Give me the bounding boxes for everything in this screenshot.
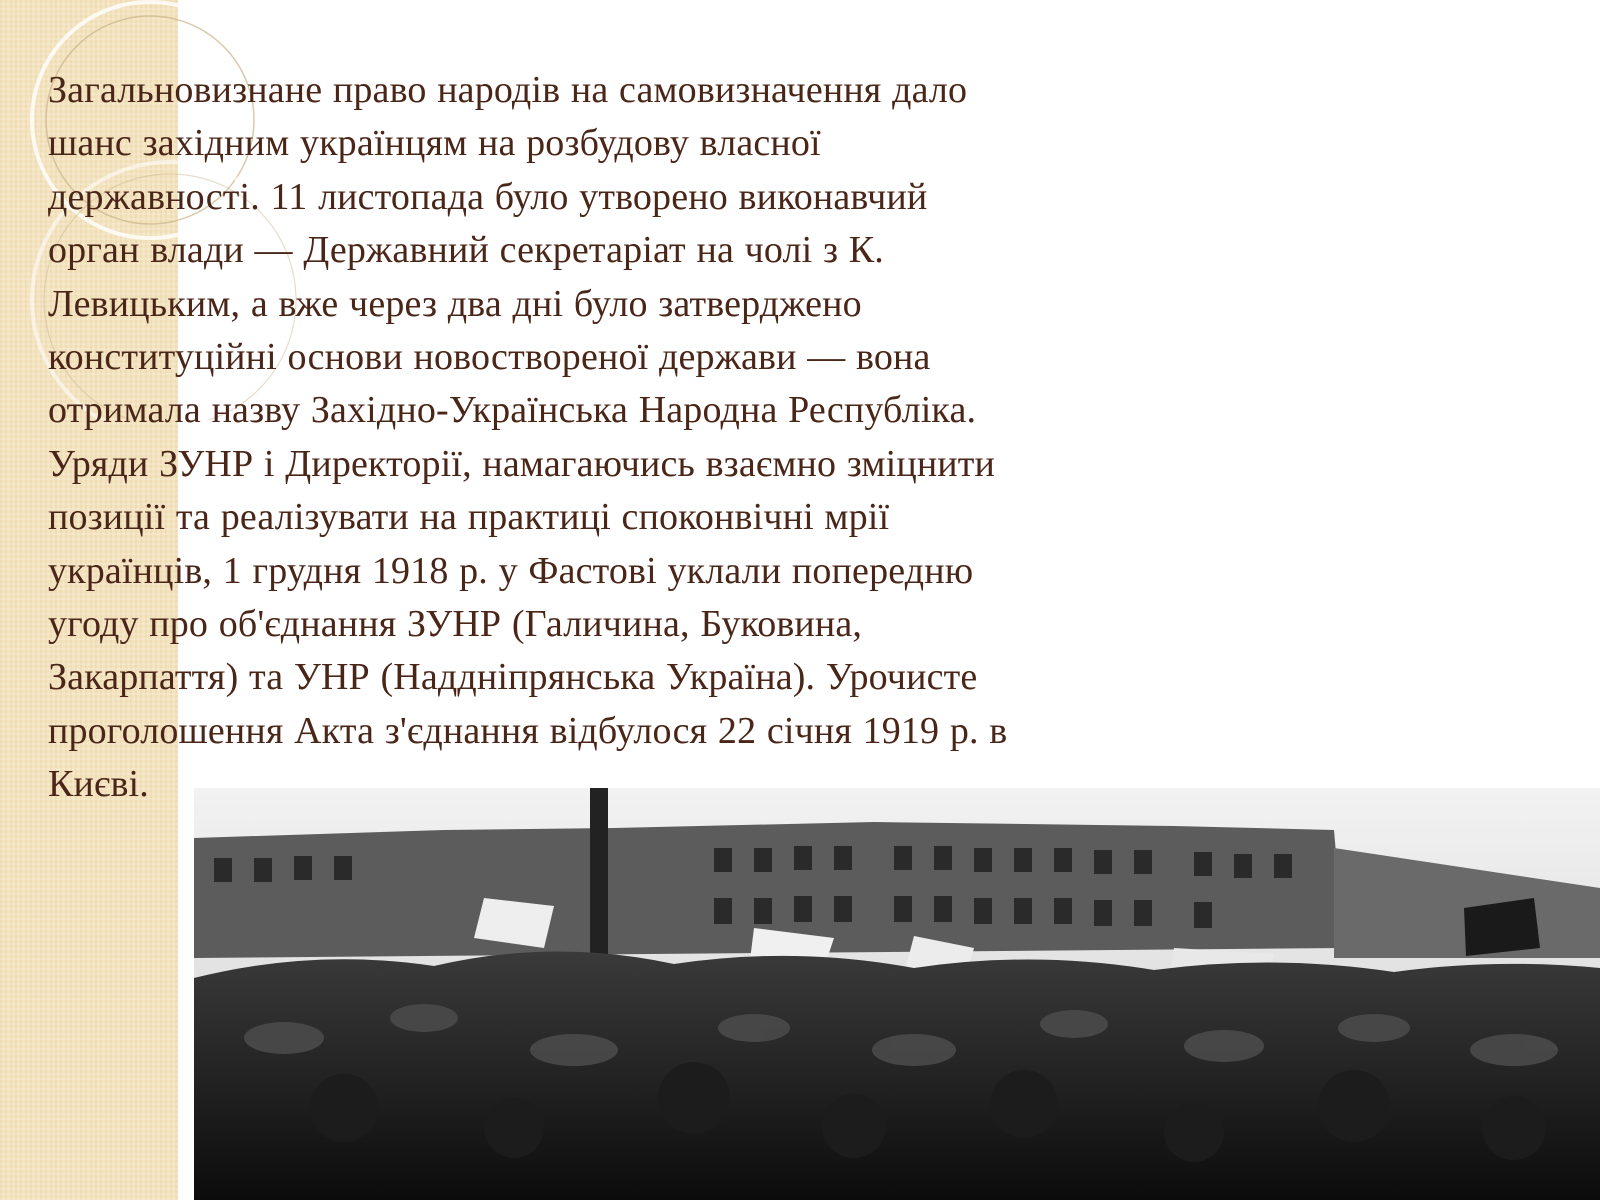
paragraph-line: Левицьким, а вже через два дні було затверджено [48,282,862,325]
paragraph-line: Уряди ЗУНР і Директорії, намагаючись взаємно зміцнити [48,442,996,485]
paragraph-line: шанс західним українцям на розбудову власної [48,122,821,165]
paragraph-line: угоду про об'єднання ЗУНР (Галичина, Буковина, [48,603,863,646]
paragraph-line: проголошення Акта з'єднання відбулося 22 січня 1919 р. в [48,709,1008,752]
paragraph-line: позиції та реалізувати на практиці споконвічні мрії [48,496,890,539]
paragraph-line: Києві. [48,763,149,806]
paragraph-line: державності. 11 листопада було утворено виконавчий [48,175,928,218]
paragraph-line: Закарпаття) та УНР (Наддніпрянська Україна). Урочисте [48,656,978,699]
historical-photo-crowd-square [194,788,1600,1200]
paragraph-line: отримала назву Західно-Українська Народна Республіка. [48,389,977,432]
paragraph-line: конституційні основи новоствореної держави — вона [48,336,931,379]
paragraph-line: орган влади — Державний секретаріат на чолі з К. [48,229,884,272]
body-paragraph [48,64,1168,812]
paragraph-line: Загальновизнане право народів на самовизначення дало [48,69,968,111]
paragraph-line: українців, 1 грудня 1918 р. у Фастові уклали попередню [48,549,974,592]
